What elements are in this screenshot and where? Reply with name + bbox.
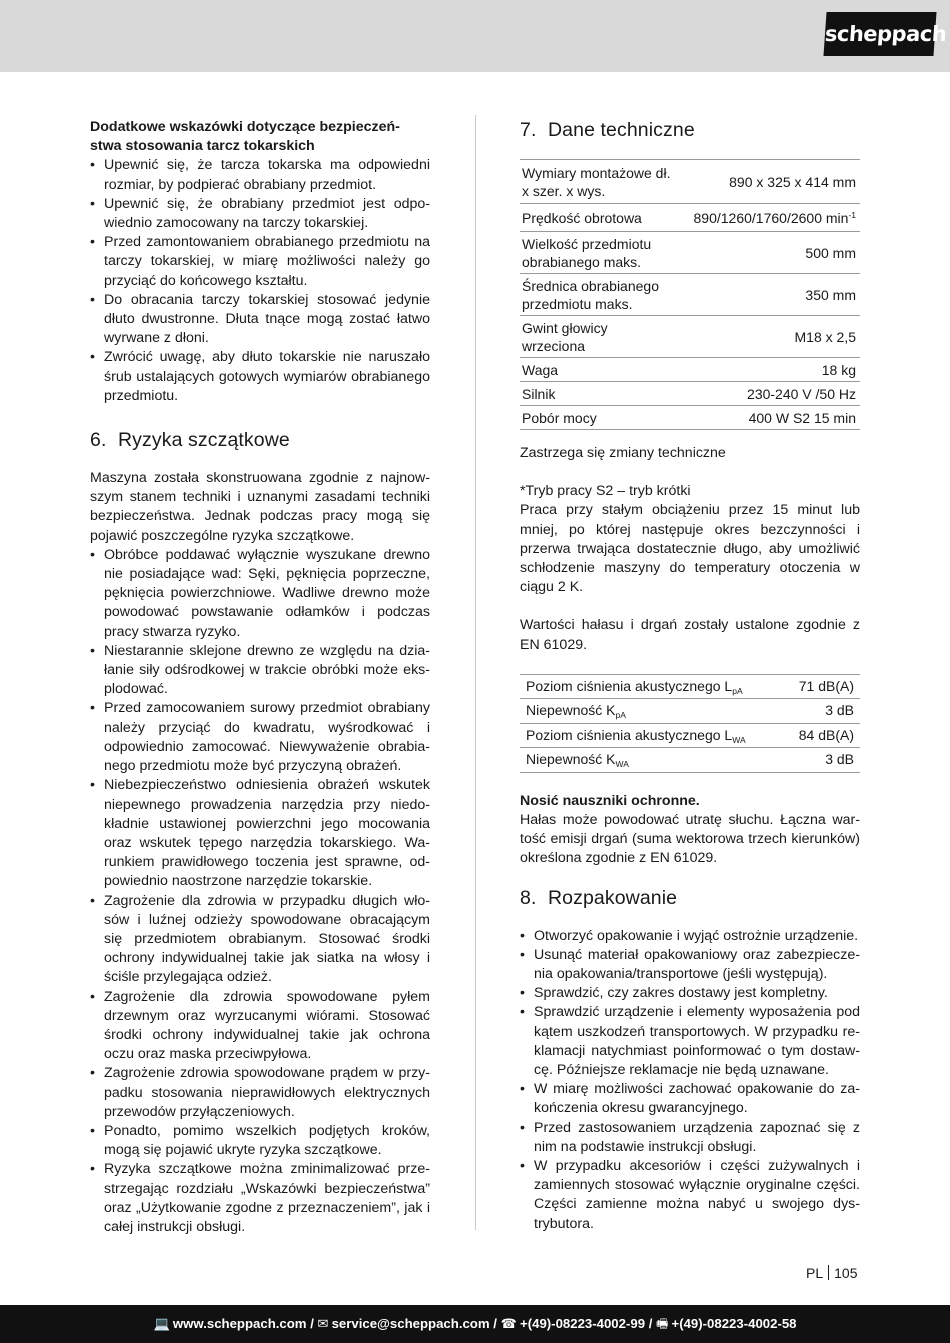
noise-label-text: Poziom ciśnienia akustycznego L	[526, 726, 733, 743]
list-item: • Niestarannie sklejone drewno ze względu na działanie siły odśrodkowej w trakcie obróbki może eksplodować.	[90, 642, 430, 700]
spec-label: Wymiary montażowe dł. x szer. x wys.	[520, 160, 676, 204]
noise-value: 71 dB(A)	[783, 674, 860, 699]
table-row	[520, 358, 860, 382]
spec-value: M18 x 2,5	[676, 316, 860, 358]
noise-label-sub: WA	[732, 734, 746, 745]
list-item: • Upewnić się, że tarcza tokarska ma odpowiedni rozmiar, by podpierać obrabiany przedmiot.	[90, 156, 430, 194]
spec-label: Gwint głowicy wrzeciona	[520, 316, 676, 358]
footer-phone: +(49)-08223-4002-99 /	[520, 1316, 653, 1331]
list-item: • Zagrożenie zdrowia spowodowane prądem w przypadku stosowania nieprawidłowych elektrycznych przewodów przyłączeniowych.	[90, 1064, 430, 1122]
noise-label-sub: pA	[615, 710, 626, 721]
table-row	[520, 274, 860, 316]
section-6-heading	[90, 428, 430, 452]
spec-value-text: 890/1260/1760/2600 min	[693, 210, 849, 226]
page-number-separator	[828, 1265, 829, 1280]
spec-value	[676, 204, 860, 232]
section-8-heading	[520, 886, 860, 910]
section-title: Dane techniczne	[548, 119, 695, 141]
column-divider	[475, 115, 476, 1230]
section-title: Ryzyka szczątkowe	[118, 429, 290, 452]
mode-text: Praca przy stałym obciążeniu przez 15 minut lub mniej, po której następuje okres bezczynności i przerwa trwająca dostatecznie długo, aby umożliwić schłodzenie maszyny do temperatury otoczenia w ciągu 2 K.	[520, 502, 860, 596]
list-item: • Zagrożenie dla zdrowia spowodowane pyłem drzewnym oraz wyrzucanymi wiórami. Stosować środki ochrony indywidualnej takie jak ochrona oczu oraz maska przeciwpyłowa.	[90, 988, 430, 1065]
table-row	[520, 748, 860, 773]
list-item: • Przed zamontowaniem obrabianego przedmiotu na tarczy tokarskiej, w miarę możliwości należy go przyciąć do końcowego kształtu.	[90, 233, 430, 291]
ear-protection-text: Hałas może powodować utratę słuchu. Łączna wartość emisji drgań (suma wektorowa trzech kierunków) określona zgodnie z EN 61029.	[520, 812, 860, 867]
footer-bar	[0, 1305, 950, 1343]
list-item: • Zagrożenie dla zdrowia w przypadku długich włosów i luźnej odzieży spowodowane obracającym się przedmiotem obrabianym. Stosować środki ochrony indywidualnej takie jak siatka na włosy i ściśle przylegająca odzież.	[90, 892, 430, 988]
table-row	[520, 382, 860, 406]
table-row	[520, 204, 860, 232]
section-title: Rozpakowanie	[548, 886, 678, 909]
table-row	[520, 723, 860, 748]
noise-label-text: Niepewność K	[526, 702, 616, 719]
table-row	[520, 232, 860, 274]
spec-label: Pobór mocy	[520, 406, 676, 430]
mode-title: *Tryb pracy S2 – tryb krótki	[520, 483, 691, 500]
page-number-value: 105	[834, 1265, 858, 1281]
section-7-heading	[520, 118, 860, 142]
page-number	[806, 1265, 857, 1281]
table-row	[520, 406, 860, 430]
safety-heading-line-2: stwa stosowania tarcz tokarskich	[90, 138, 315, 155]
list-item: • Niebezpieczeństwo odniesienia obrażeń wskutek niepewnego prowadzenia narzędzia przy niedokładnie ustawionej powierzchni jego mocowania oraz wskutek tępego narzędzia tokarskiego. Warunkiem prawidłowego toczenia jest sprawne, odpowiednio naostrzone narzędzie tokarskie.	[90, 776, 430, 891]
noise-label-sub: WA	[615, 759, 629, 770]
list-item: • Otworzyć opakowanie i wyjąć ostrożnie urządzenie.	[520, 927, 860, 946]
mail-icon: ✉	[317, 1316, 329, 1331]
section-number: 6.	[90, 429, 107, 452]
noise-label	[520, 699, 783, 724]
list-item: • W miarę możliwości zachować opakowanie do zakończenia okresu gwarancyjnego.	[520, 1080, 860, 1118]
list-item: • Sprawdzić, czy zakres dostawy jest kompletny.	[520, 984, 860, 1003]
noise-label-text: Niepewność K	[526, 751, 616, 768]
noise-table	[520, 674, 860, 773]
list-item: • Do obracania tarczy tokarskiej stosować jedynie dłuto dwustronne. Dłuta tnące mogą zostać łatwo wyrwane z dłoni.	[90, 291, 430, 349]
noise-label	[520, 748, 783, 773]
spec-label: Silnik	[520, 382, 676, 406]
noise-label	[520, 723, 783, 748]
brand-logo: scheppach	[823, 12, 936, 56]
list-item: • W przypadku akcesoriów i części zużywalnych i zamiennych stosować wyłącznie oryginalne części. Części zamienne można nabyć u swojego dystrybutora.	[520, 1157, 860, 1234]
phone-icon: ☎	[500, 1316, 518, 1331]
spec-value: 350 mm	[676, 274, 860, 316]
noise-value: 3 dB	[783, 748, 860, 773]
section-number: 8.	[520, 886, 537, 909]
spec-value-sup: -1	[848, 210, 856, 220]
noise-label	[520, 674, 783, 699]
spec-value: 400 W S2 15 min	[676, 406, 860, 430]
table-row	[520, 699, 860, 724]
risk-list	[90, 546, 430, 1237]
list-item: • Ryzyka szczątkowe można zminimalizować przestrzegając rozdziału „Wskazówki bezpieczeństwa” oraz „Użytkowanie zgodne z przeznaczeniem”, jak i całej instrukcji obsługi.	[90, 1160, 430, 1237]
spec-label: Wielkość przedmiotu obrabianego maks.	[520, 232, 676, 274]
spec-label: Średnica obrabianego przedmiotu maks.	[520, 274, 676, 316]
spec-value: 500 mm	[676, 232, 860, 274]
computer-icon: 💻	[153, 1316, 170, 1331]
left-column	[90, 118, 430, 1237]
footer-fax: +(49)-08223-4002-58	[671, 1316, 797, 1331]
list-item: • Przed zamocowaniem surowy przedmiot obrabiany należy przyciąć do kwadratu, wyśrodkować i odpowiednio zamocować. Niewyważenie obrabianego przedmiotu może być przyczyną obrażeń.	[90, 699, 430, 776]
list-item: • Upewnić się, że obrabiany przedmiot jest odpowiednio zamocowany na tarczy tokarskiej.	[90, 195, 430, 233]
safety-heading-line-1: Dodatkowe wskazówki dotyczące bezpieczeń-	[90, 119, 400, 135]
fax-icon: 🖷	[656, 1316, 669, 1331]
spec-value: 230-240 V /50 Hz	[676, 382, 860, 406]
unpacking-list	[520, 927, 860, 1234]
list-item: • Ponadto, pomimo wszelkich podjętych kroków, mogą się pojawić ukryte ryzyka szczątkowe.	[90, 1122, 430, 1160]
spec-value: 18 kg	[676, 358, 860, 382]
list-item: • Sprawdzić urządzenie i elementy wyposażenia pod kątem uszkodzeń transportowych. W przypadku reklamacji natychmiast poinformować o tym dostawcę. Późniejsze reklamacje nie będą uznawane.	[520, 1003, 860, 1080]
right-column	[520, 118, 860, 1234]
section-6-intro: Maszyna została skonstruowana zgodnie z najnowszym stanem techniki i uznanymi zasadami techniki bezpieczeństwa. Jednak podczas pracy mogą się pojawić poszczególne ryzyka szczątkowe.	[90, 470, 430, 544]
noise-label-text: Poziom ciśnienia akustycznego L	[526, 677, 733, 694]
noise-value: 3 dB	[783, 699, 860, 724]
spec-value: 890 x 325 x 414 mm	[676, 160, 860, 204]
list-item: • Przed zastosowaniem urządzenia zapoznać się z nim na podstawie instrukcji obsługi.	[520, 1119, 860, 1157]
spec-label: Waga	[520, 358, 676, 382]
list-item: • Usunąć materiał opakowaniowy oraz zabezpieczenia opakowania/transportowe (jeśli występują).	[520, 946, 860, 984]
spec-table	[520, 159, 860, 430]
ear-protection-title: Nosić nauszniki ochronne.	[520, 792, 700, 809]
safety-list	[90, 156, 430, 406]
header-band	[0, 0, 950, 72]
safety-heading	[90, 118, 430, 156]
footer-website[interactable]: www.scheppach.com /	[172, 1316, 314, 1331]
noise-label-sub: pA	[732, 685, 743, 696]
noise-note: Wartości hałasu i drgań zostały ustalone zgodnie z EN 61029.	[520, 617, 860, 653]
spec-label: Prędkość obrotowa	[520, 204, 676, 232]
table-row	[520, 674, 860, 699]
page-language: PL	[806, 1265, 824, 1281]
table-row	[520, 160, 860, 204]
table-row	[520, 316, 860, 358]
tech-changes-note: Zastrzega się zmiany techniczne	[520, 445, 726, 461]
section-number: 7.	[520, 119, 537, 141]
list-item: • Zwrócić uwagę, aby dłuto tokarskie nie naruszało śrub ustalających gotowych wymiarów obrabianego przedmiotu.	[90, 348, 430, 406]
footer-email[interactable]: service@scheppach.com /	[331, 1316, 497, 1331]
list-item: • Obróbce poddawać wyłącznie wyszukane drewno nie posiadające wad: Sęki, pęknięcia poprzeczne, pęknięcia powierzchniowe. Wadliwe drewno może powodować powstawanie odłamków i podczas pracy stwarza ryzyko.	[90, 546, 430, 642]
noise-value: 84 dB(A)	[783, 723, 860, 748]
